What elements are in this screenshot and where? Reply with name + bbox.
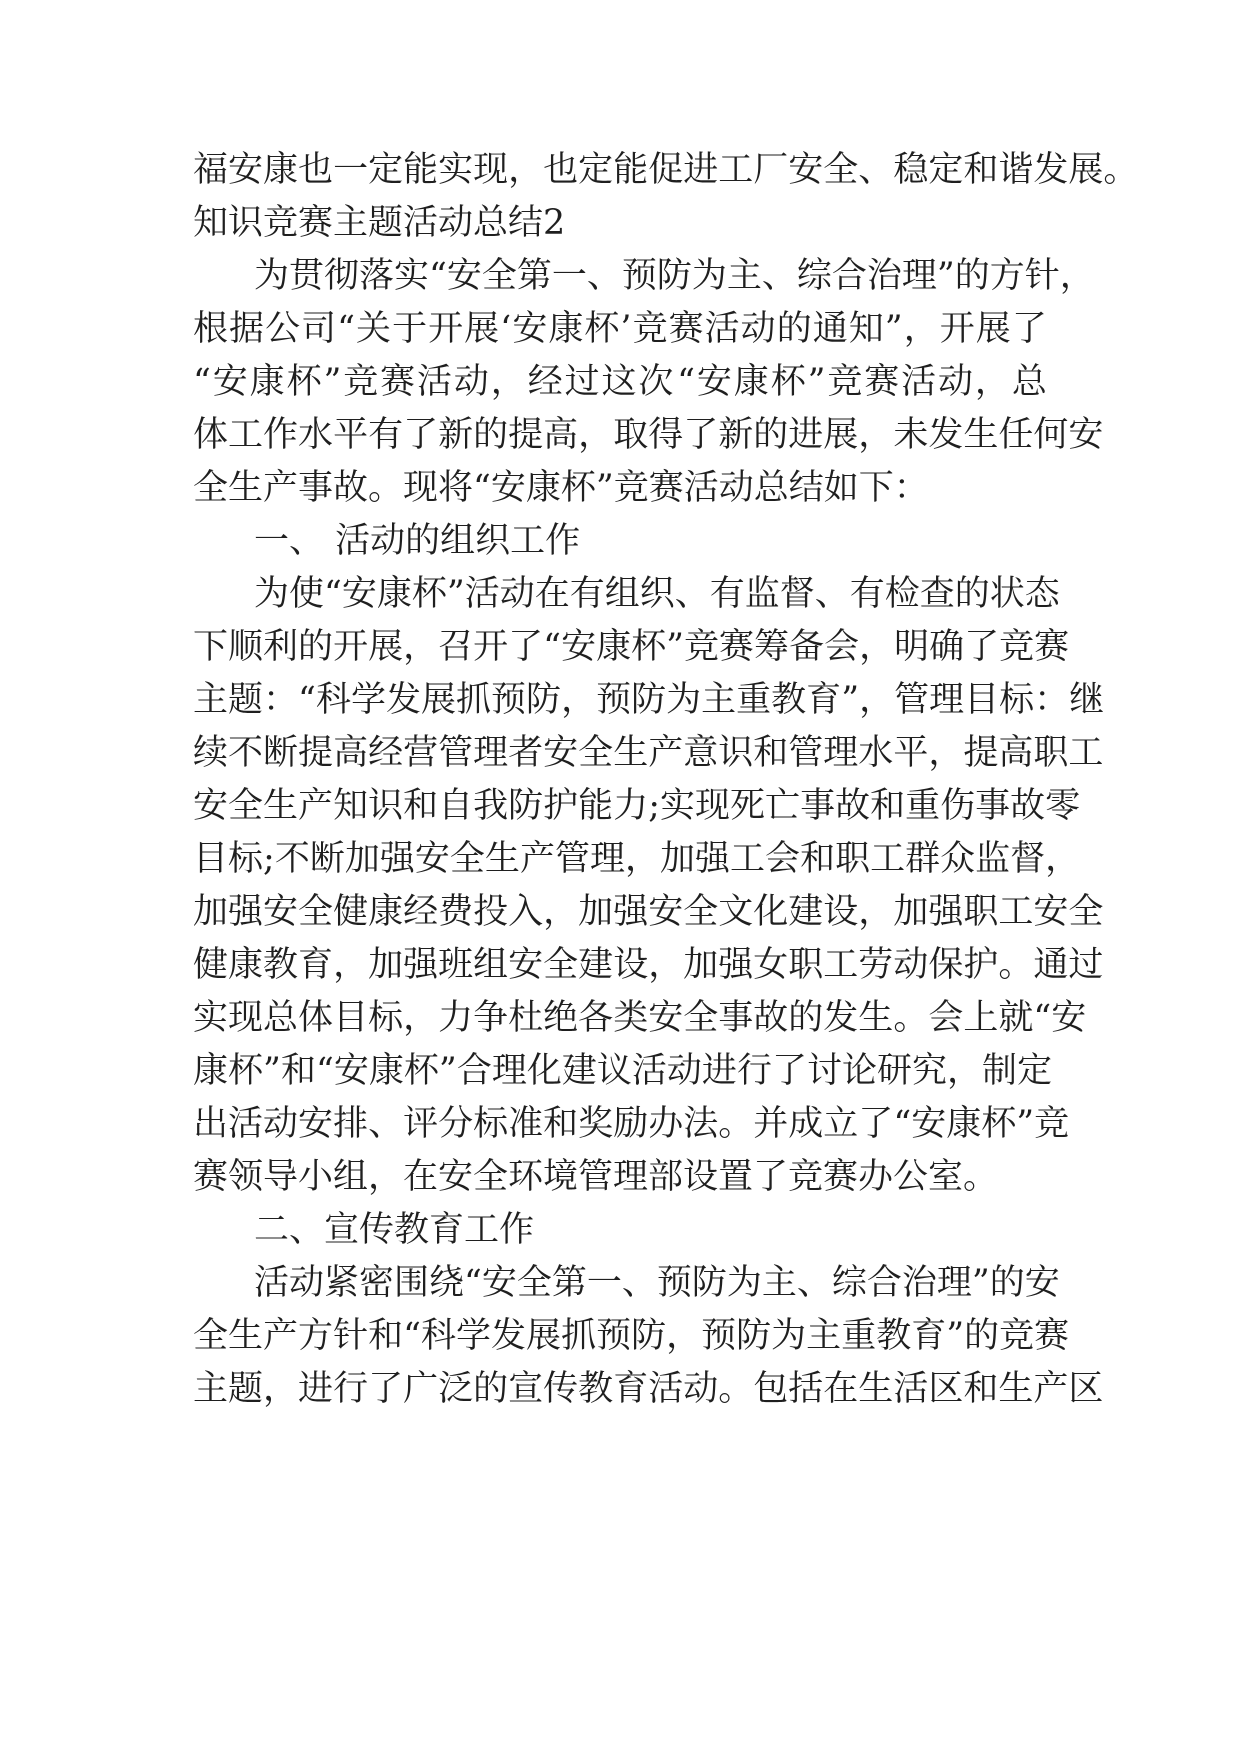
text-line: 活动紧密围绕“安全第一、预防为主、综合治理”的安 (254, 1263, 1060, 1303)
text-line: 康 杯 ” 和 “ 安 康 杯 ” 合 理 化 建 议 活 动 进 行 了 讨 论 研 究 ， 制 定 (193, 1051, 1053, 1091)
text-line: 实 现 总 体 目 标 ， 力 争 杜 绝 各 类 安 全 事 故 的 发 生 。 会 上 就 “ 安 (193, 998, 1087, 1038)
text-line: 出 活 动 安 排 、 评 分 标 准 和 奖 励 办 法 。 并 成 立 了 “ 安 康 杯 ” 竞 (193, 1104, 1070, 1144)
text-line: 健 康 教 育 ， 加 强 班 组 安 全 建 设 ， 加 强 女 职 工 劳 动 保 护 。 通 过 (193, 945, 1104, 985)
text-line: 加 强 安 全 健 康 经 费 投 入 ， 加 强 安 全 文 化 建 设 ， 加 强 职 工 安 全 (193, 892, 1104, 932)
text-line: 根 据 公 司 “ 关 于 开 展 ‘ 安 康 杯 ’ 竞 赛 活 动 的 通 知 ” ， 开 展 了 (193, 309, 1047, 349)
text-line: 福 安 康 也 一 定 能 实 现 ， 也 定 能 促 进 工 厂 安 全 、 稳 定 和 谐 发 展 。 (193, 150, 1139, 190)
text-line: 全 生 产 方 针 和 “ 科 学 发 展 抓 预 防 ， 预 防 为 主 重 教 育 ” 的 竞 赛 (193, 1316, 1070, 1356)
text-line: 体 工 作 水 平 有 了 新 的 提 高 ， 取 得 了 新 的 进 展 ， 未 发 生 任 何 安 (193, 415, 1104, 455)
text-line: 全生产事故。现将“安康杯”竞赛活动总结如下： (193, 468, 929, 508)
text-line: 为贯彻落实“安全第一、预防为主、综合治理”的方针， (254, 256, 1095, 296)
text-line: 赛领导小组，在安全环境管理部设置了竞赛办公室。 (193, 1157, 999, 1197)
text-line: 安 全 生 产 知 识 和 自 我 防 护 能 力 ; 实 现 死 亡 事 故 和 重 伤 事 故 零 (193, 786, 1081, 826)
section-heading: 一、 活动的组织工作 (254, 521, 581, 561)
text-line: 为使“安康杯”活动在有组织、有监督、有检查的状态 (254, 574, 1060, 614)
text-line: 下 顺 利 的 开 展 ， 召 开 了 “ 安 康 杯 ” 竞 赛 筹 备 会 ， 明 确 了 竞 赛 (193, 627, 1070, 667)
text-line: 续 不 断 提 高 经 营 管 理 者 安 全 生 产 意 识 和 管 理 水 平 ， 提 高 职 工 (193, 733, 1104, 773)
section-heading: 知识竞赛主题活动总结2 (193, 203, 566, 243)
text-line: “ 安 康 杯 ” 竞 赛 活 动 ， 经 过 这 次 “ 安 康 杯 ” 竞 赛 活 动 ， 总 (193, 362, 1047, 402)
text-line: 主 题 ： “ 科 学 发 展 抓 预 防 ， 预 防 为 主 重 教 育 ” ， 管 理 目 标 ： 继 (193, 680, 1105, 720)
section-heading: 二、宣传教育工作 (254, 1210, 535, 1250)
text-line: 主 题 ， 进 行 了 广 泛 的 宣 传 教 育 活 动 。 包 括 在 生 活 区 和 生 产 区 (193, 1369, 1104, 1409)
text-line: 目 标 ; 不 断 加 强 安 全 生 产 管 理 ， 加 强 工 会 和 职 工 群 众 监 督 ， (193, 839, 1081, 879)
